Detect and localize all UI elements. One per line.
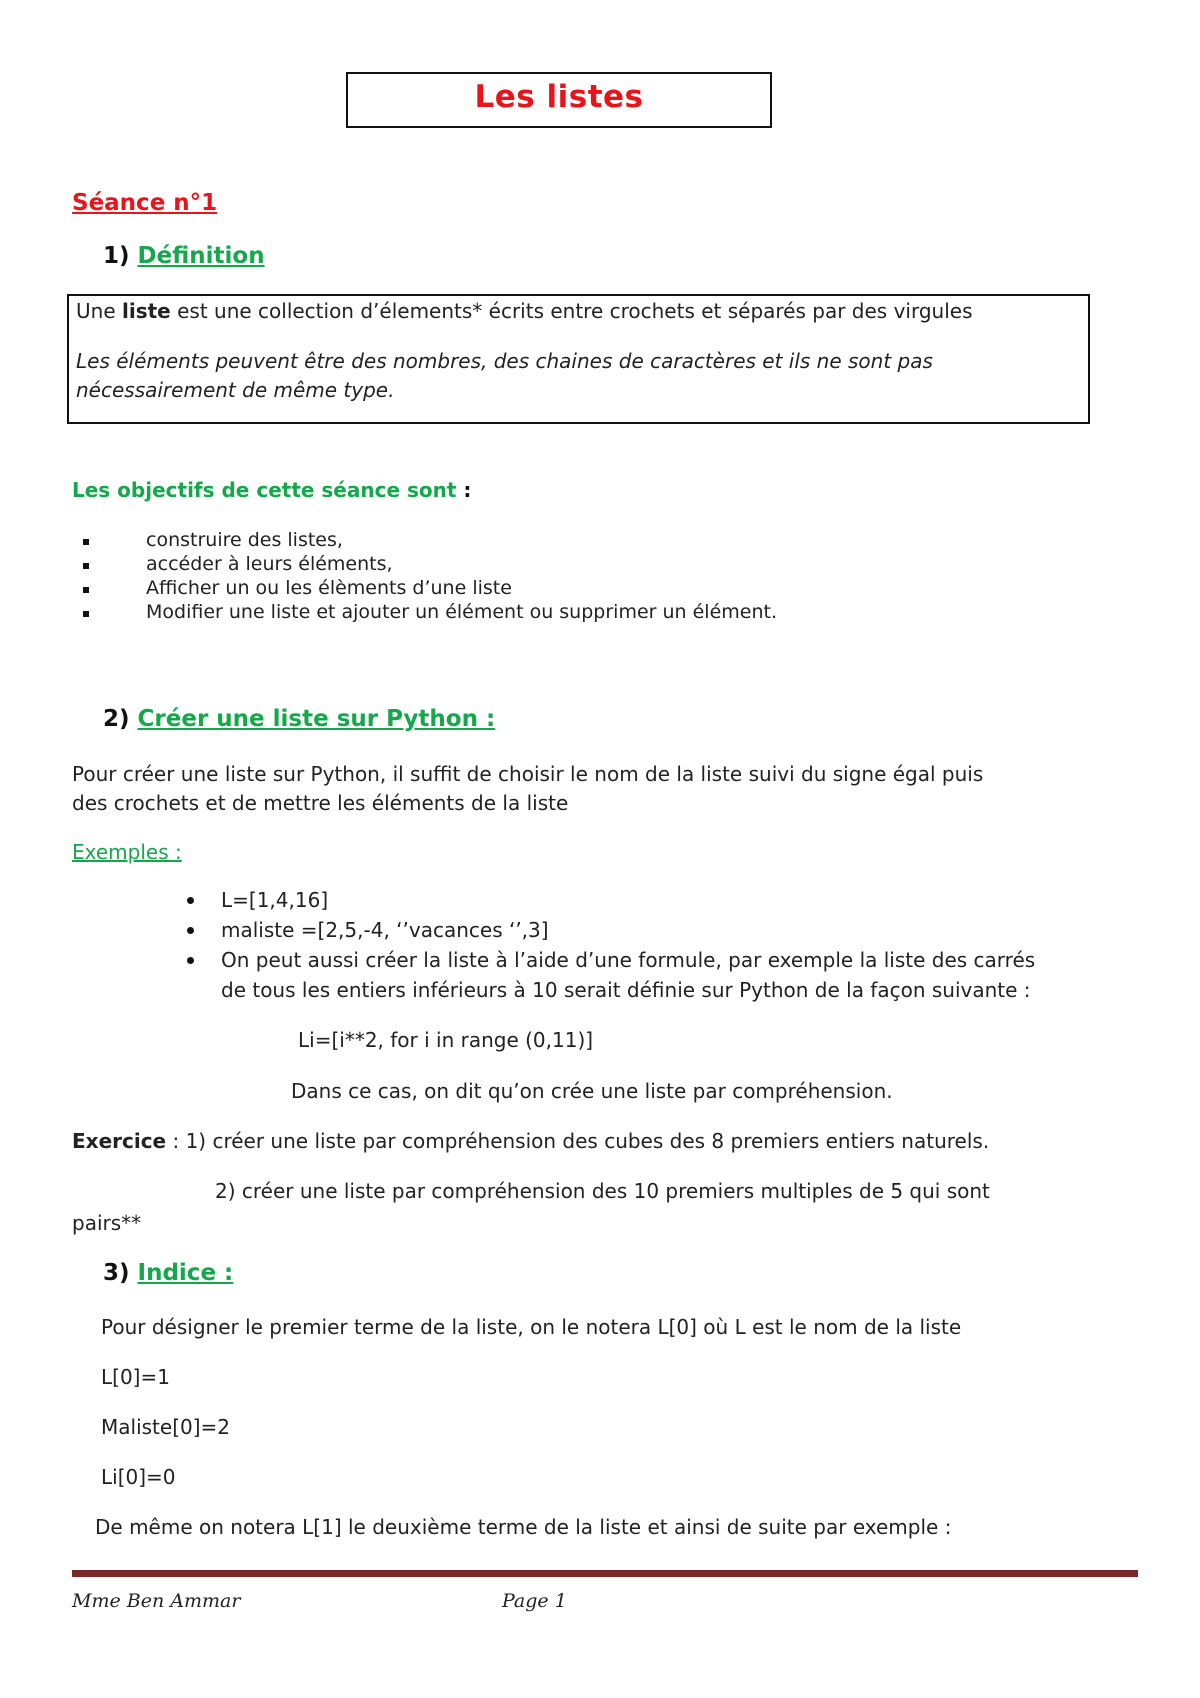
bullet-square-icon [83,539,89,545]
definition-text-b: est une collection d’élements* écrits entre crochets et séparés par des virgules [170,299,973,323]
footer-rule [72,1570,1138,1577]
section-1-title: Définition [137,243,265,269]
section-2-title: Créer une liste sur Python : [137,706,496,732]
bullet-dot-icon [187,927,194,934]
section-2-number: 2) [103,706,130,732]
examples-label: Exemples : [72,840,182,864]
indice-example: Li[0]=0 [101,1465,176,1489]
footer-page-number: Page 1 [502,1590,567,1612]
example-item: On peut aussi créer la liste à l’aide d’une formule, par exemple la liste des carrés [221,948,1036,972]
bullet-square-icon [83,563,89,569]
objective-item: Modifier une liste et ajouter un élément ou supprimer un élément. [146,601,777,623]
section-1-number: 1) [103,243,130,269]
exercise-line-1 [72,1129,989,1153]
example-item-continuation: de tous les entiers inférieurs à 10 serait définie sur Python de la façon suivante : [221,978,1031,1002]
example-item: maliste =[2,5,-4, ‘’vacances ‘’,3] [221,918,549,942]
bullet-square-icon [83,587,89,593]
exercise-question-1: : 1) créer une liste par compréhension des cubes des 8 premiers entiers naturels. [166,1129,990,1153]
indice-example: Maliste[0]=2 [101,1415,231,1439]
comprehension-note: Dans ce cas, on dit qu’on crée une liste par compréhension. [291,1079,893,1103]
definition-line-2: Les éléments peuvent être des nombres, des chaines de caractères et ils ne sont pas [76,349,933,373]
definition-line-3: nécessairement de même type. [76,378,395,402]
indice-paragraph-2: De même on notera L[1] le deuxième terme de la liste et ainsi de suite par exemple : [95,1515,952,1539]
section-1-heading [103,243,265,269]
formula: Li=[i**2, for i in range (0,11)] [298,1028,594,1052]
bullet-dot-icon [187,897,194,904]
title-box [346,72,772,128]
exercise-question-2: 2) créer une liste par compréhension des 10 premiers multiples de 5 qui sont [215,1179,990,1203]
indice-example: L[0]=1 [101,1365,170,1389]
objectives-heading-text: Les objectifs de cette séance sont [72,478,457,502]
section-3-title: Indice : [137,1260,234,1286]
section-3-heading [103,1260,233,1286]
example-item: L=[1,4,16] [221,888,329,912]
bullet-square-icon [83,611,89,617]
objectives-colon: : [456,478,472,502]
section-2-heading [103,706,495,732]
objective-item: accéder à leurs éléments, [146,553,393,575]
definition-line-1 [76,299,973,323]
page-title: Les listes [474,79,644,115]
exercise-question-2-end: pairs** [72,1211,142,1235]
exercise-label: Exercice [72,1129,167,1153]
footer-author: Mme Ben Ammar [72,1590,241,1612]
section-3-number: 3) [103,1260,130,1286]
objectives-heading [72,478,471,502]
indice-paragraph: Pour désigner le premier terme de la liste, on le notera L[0] où L est le nom de la liste [101,1315,962,1339]
objective-item: construire des listes, [146,529,343,551]
bullet-dot-icon [187,957,194,964]
create-paragraph-line-1: Pour créer une liste sur Python, il suffit de choisir le nom de la liste suivi du signe égal puis [72,762,984,786]
create-paragraph-line-2: des crochets et de mettre les éléments de la liste [72,791,569,815]
objective-item: Afficher un ou les élèments d’une liste [146,577,512,599]
definition-term: liste [121,299,171,323]
seance-heading: Séance n°1 [72,190,218,216]
definition-text-a: Une [76,299,122,323]
